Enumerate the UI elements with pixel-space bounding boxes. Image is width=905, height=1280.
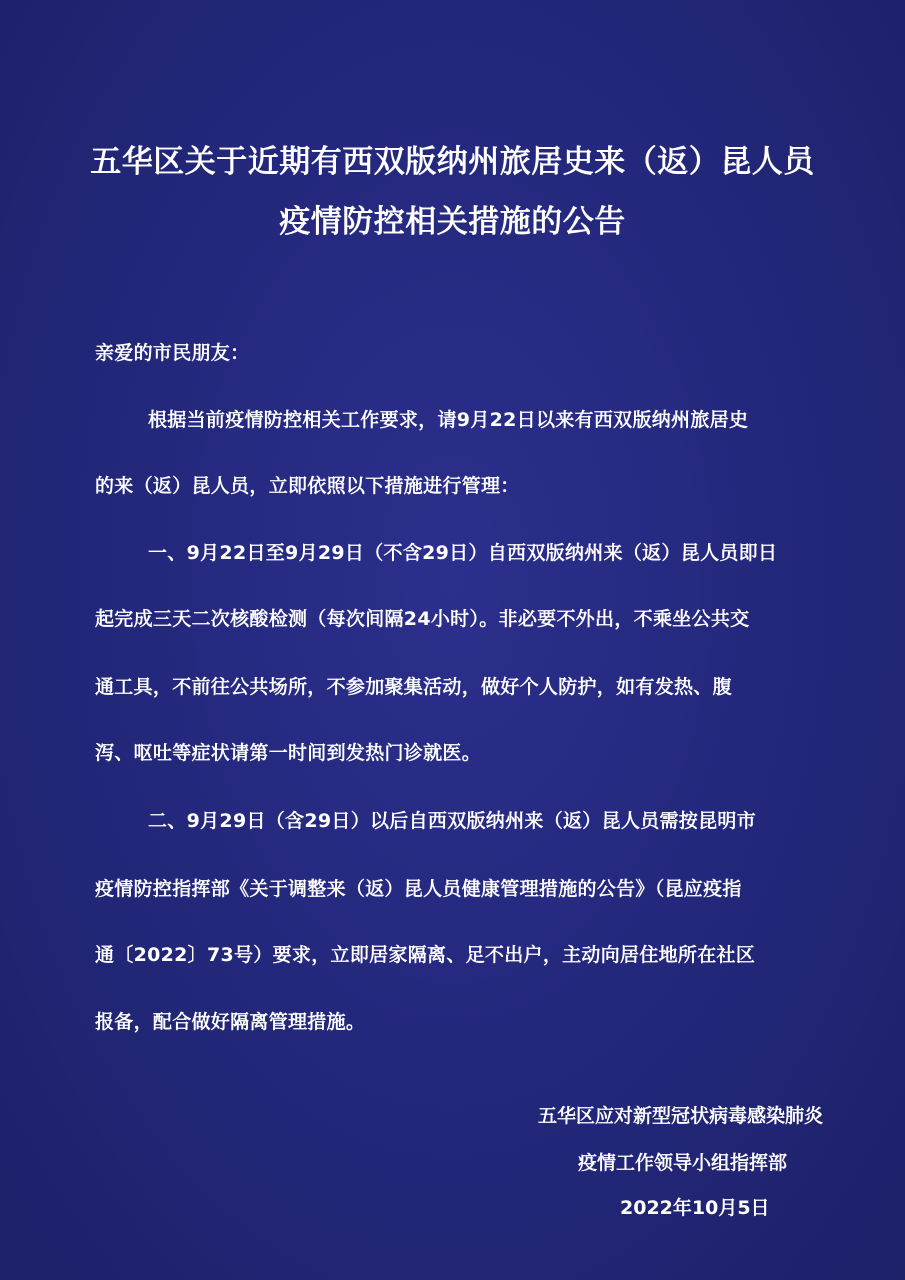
item2-line-4: 报备，配合做好隔离管理措施。 — [95, 1011, 366, 1033]
signature-org-line-2: 疫情工作领导小组指挥部 — [578, 1152, 788, 1174]
greeting: 亲爱的市民朋友： — [95, 342, 250, 364]
signature-org-line-1: 五华区应对新型冠状病毒感染肺炎 — [538, 1105, 824, 1127]
item2-line-1: 二、9月29日（含29日）以后自西双版纳州来（返）昆人员需按昆明市 — [148, 810, 757, 832]
intro-line-1: 根据当前疫情防控相关工作要求，请9月22日以来有西双版纳州旅居史 — [148, 409, 749, 431]
item1-line-1: 一、9月22日至9月29日（不含29日）自西双版纳州来（返）昆人员即日 — [148, 542, 778, 564]
signature-date: 2022年10月5日 — [620, 1197, 770, 1219]
item1-line-2: 起完成三天二次核酸检测（每次间隔24小时）。非必要不外出，不乘坐公共交 — [95, 608, 750, 630]
intro-line-2: 的来（返）昆人员，立即依照以下措施进行管理： — [95, 475, 520, 497]
notice-title-line-2: 疫情防控相关措施的公告 — [279, 204, 626, 240]
item2-line-2: 疫情防控指挥部《关于调整来（返）昆人员健康管理措施的公告》（昆应疫指 — [95, 878, 742, 900]
item1-line-3: 通工具，不前往公共场所，不参加聚集活动，做好个人防护，如有发热、腹 — [95, 676, 732, 698]
item2-line-3: 通〔2022〕73号）要求，立即居家隔离、足不出户，主动向居住地所在社区 — [95, 944, 756, 966]
item1-line-4: 泻、呕吐等症状请第一时间到发热门诊就医。 — [95, 742, 482, 764]
notice-title-line-1: 五华区关于近期有西双版纳州旅居史来（返）昆人员 — [90, 144, 815, 180]
